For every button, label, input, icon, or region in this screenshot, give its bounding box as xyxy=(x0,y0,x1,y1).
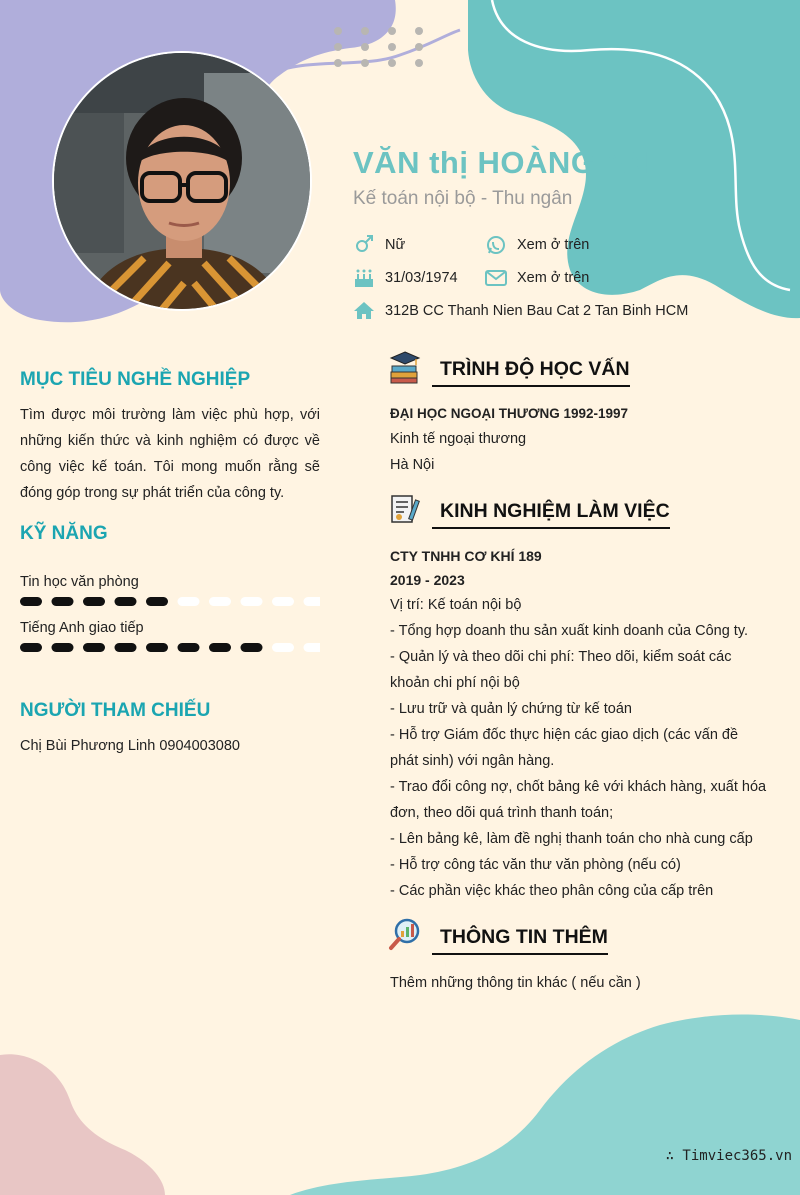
experience-line: - Hỗ trợ Giám đốc thực hiện các giao dịch (các vấn đề phát sinh) với ngân hàng. xyxy=(390,727,739,769)
skill-segment xyxy=(115,597,137,606)
contact-address xyxy=(353,301,688,321)
dob-value: 31/03/1974 xyxy=(385,270,458,286)
contact-dob xyxy=(353,268,458,288)
skill-segment xyxy=(304,643,321,652)
mail-icon xyxy=(485,268,507,288)
birthday-cake-icon xyxy=(353,268,375,288)
contact-email xyxy=(485,268,589,288)
skill-segment xyxy=(272,643,294,652)
skill-segment xyxy=(52,643,74,652)
skill-segment xyxy=(20,597,42,606)
skill-segment xyxy=(146,597,168,606)
job-title: Kế toán nội bộ - Thu ngân xyxy=(353,188,573,209)
skill-segment xyxy=(178,643,200,652)
references-heading: NGƯỜI THAM CHIẾU xyxy=(20,700,211,721)
references-text: Chị Bùi Phương Linh 0904003080 xyxy=(20,738,240,754)
experience-line: - Hỗ trợ công tác văn thư văn phòng (nếu có) xyxy=(390,857,681,873)
contact-gender xyxy=(353,235,405,255)
experience-company: CTY TNHH CƠ KHÍ 189 xyxy=(390,548,542,564)
email-value: Xem ở trên xyxy=(517,270,590,286)
skill-segment xyxy=(20,643,42,652)
graduation-books-icon xyxy=(388,350,422,384)
experience-period: 2019 - 2023 xyxy=(390,572,465,588)
skills-heading: KỸ NĂNG xyxy=(20,523,108,544)
experience-heading: KINH NGHIỆM LÀM VIỆC xyxy=(432,500,670,529)
skill-segment xyxy=(209,597,231,606)
skill-segment xyxy=(209,643,231,652)
skill-segment xyxy=(83,643,105,652)
skill-segment xyxy=(83,597,105,606)
education-location: Hà Nội xyxy=(390,457,435,473)
skill-segment xyxy=(272,597,294,606)
skill-segment xyxy=(178,597,200,606)
education-heading: TRÌNH ĐỘ HỌC VẤN xyxy=(432,358,630,387)
experience-description xyxy=(390,592,770,904)
skill-segment xyxy=(52,597,74,606)
whatsapp-icon xyxy=(485,235,507,255)
skill-bar-english xyxy=(20,640,320,654)
skill-segment xyxy=(241,597,263,606)
objective-heading: MỤC TIÊU NGHỀ NGHIỆP xyxy=(20,369,251,390)
experience-line: - Quản lý và theo dõi chi phí: Theo dõi, kiểm soát các khoản chi phí nội bộ xyxy=(390,649,732,691)
candidate-name: VĂN thị HOÀNG ANH xyxy=(353,145,673,180)
experience-line: Vị trí: Kế toán nội bộ xyxy=(390,597,522,613)
additional-heading: THÔNG TIN THÊM xyxy=(432,926,608,955)
home-icon xyxy=(353,301,375,321)
experience-line: - Tổng hợp doanh thu sản xuất kinh doanh của Công ty. xyxy=(390,623,749,639)
skill-name-english: Tiếng Anh giao tiếp xyxy=(20,620,144,636)
gender-value: Nữ xyxy=(385,237,406,253)
skill-segment xyxy=(146,643,168,652)
skill-segment xyxy=(241,643,263,652)
experience-line: - Lên bảng kê, làm đề nghị thanh toán cho nhà cung cấp xyxy=(390,831,753,847)
experience-line: - Lưu trữ và quản lý chứng từ kế toán xyxy=(390,701,632,717)
objective-text: Tìm được môi trường làm việc phù hợp, với những kiến thức và kinh nghiệm có được về công việc kế toán. Tôi mong muốn rằng sẽ đóng góp trong sự phát triển của công ty. xyxy=(20,407,320,501)
magnifier-chart-icon xyxy=(388,917,422,951)
skill-segment xyxy=(304,597,321,606)
education-major: Kinh tế ngoại thương xyxy=(390,431,527,447)
skill-segment xyxy=(115,643,137,652)
footer-brand: ∴ Timviec365.vn xyxy=(665,1148,792,1164)
phone-value: Xem ở trên xyxy=(517,237,590,253)
gender-icon xyxy=(353,235,375,255)
additional-text: Thêm những thông tin khác ( nếu cần ) xyxy=(390,975,641,991)
experience-line: - Các phần việc khác theo phân công của cấp trên xyxy=(390,883,714,899)
education-school: ĐẠI HỌC NGOẠI THƯƠNG 1992-1997 xyxy=(390,406,629,421)
contact-phone xyxy=(485,235,589,255)
skill-name-office: Tin học văn phòng xyxy=(20,574,139,590)
skill-bar-office xyxy=(20,594,320,608)
profile-photo xyxy=(52,51,312,311)
work-document-icon xyxy=(388,492,422,526)
experience-line: - Trao đổi công nợ, chốt bảng kê với khách hàng, xuất hóa đơn, theo dõi quá trình thanh toán; xyxy=(390,779,767,821)
address-value: 312B CC Thanh Nien Bau Cat 2 Tan Binh HCM xyxy=(385,303,689,319)
